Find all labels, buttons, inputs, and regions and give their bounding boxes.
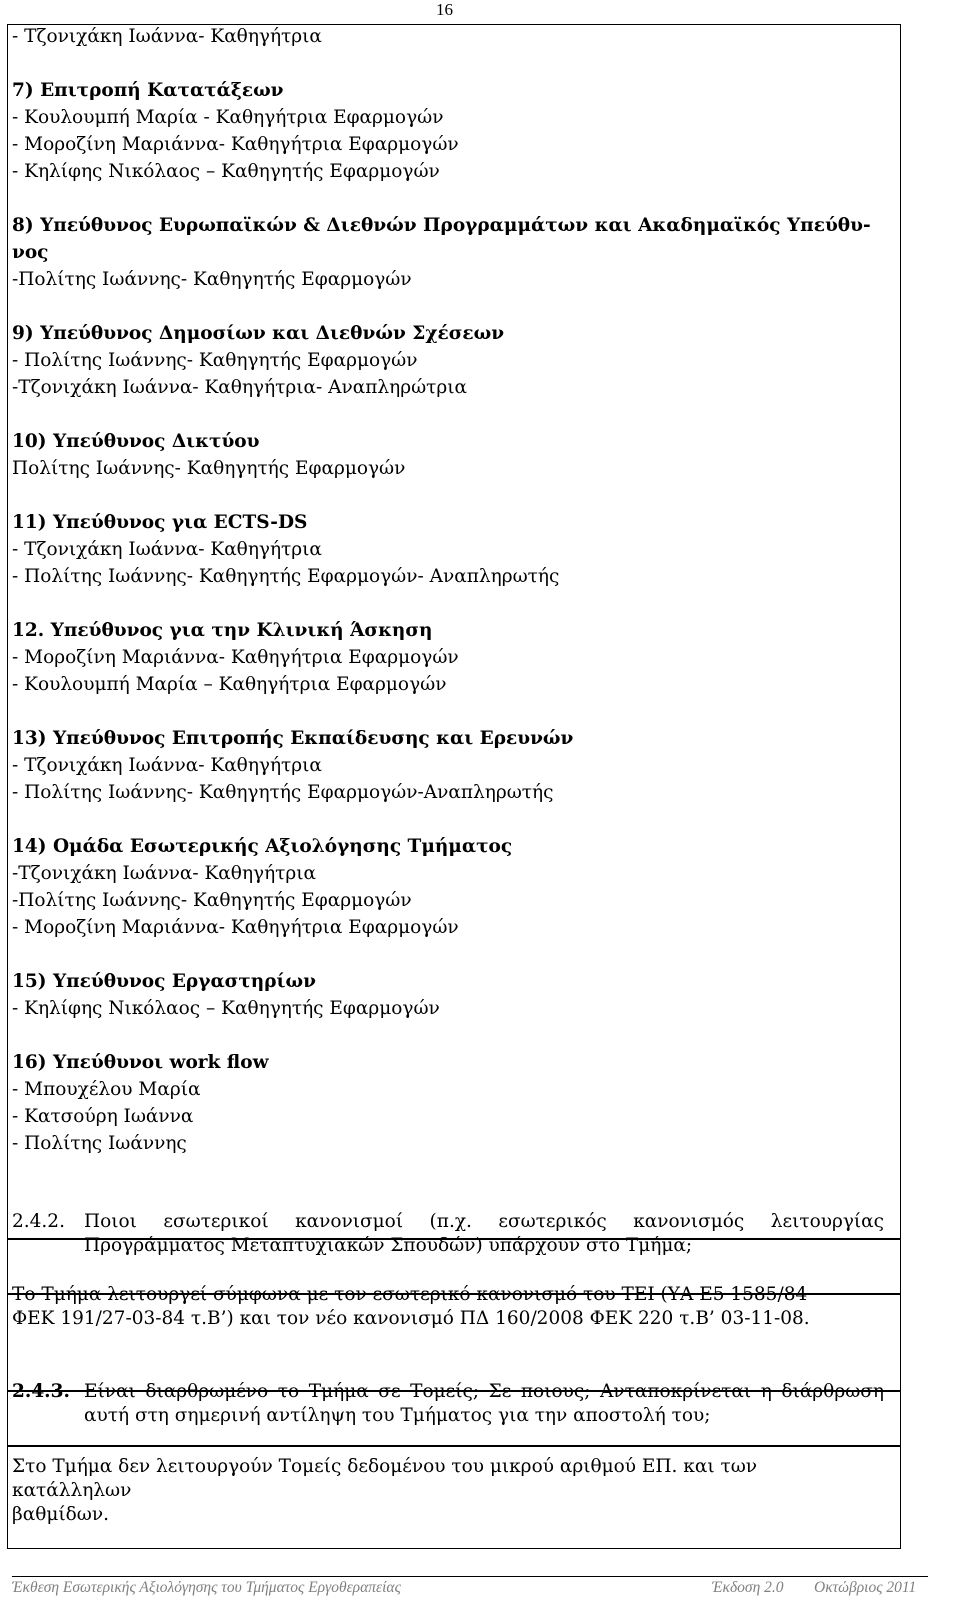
answer-line: βαθμίδων. xyxy=(12,1504,109,1525)
list-line: - Κηλίφης Νικόλαος – Καθηγητής Εφαρμογών xyxy=(12,161,440,182)
footer-edition: Έκδοση 2.0 xyxy=(712,1579,784,1596)
list-line: - Πολίτης Ιωάννης- Καθηγητής Εφαρμογών xyxy=(12,350,418,371)
footer-rule xyxy=(12,1576,928,1577)
list-line: - Πολίτης Ιωάννης- Καθηγητής Εφαρμογών- Αναπληρωτής xyxy=(12,566,560,587)
section-heading: 13) Υπεύθυνος Επιτροπής Εκπαίδευσης και Ερευνών xyxy=(12,728,574,749)
answer-line: Στο Τμήμα δεν λειτουργούν Τομείς δεδομένου του μικρού αριθμού ΕΠ. και των κατάλληλων xyxy=(12,1456,758,1501)
list-line: - Πολίτης Ιωάννης xyxy=(12,1133,187,1154)
question-line: Προγράμματος Μεταπτυχιακών Σπουδών) υπάρχουν στο Τμήμα; xyxy=(84,1235,693,1256)
question-number: 2.4.2. xyxy=(12,1211,65,1232)
list-line: - Τζονιχάκη Ιωάννα- Καθηγήτρια xyxy=(12,26,322,47)
footer-title: Έκθεση Εσωτερικής Αξιολόγησης του Τμήματος Εργοθεραπείας xyxy=(12,1579,401,1596)
section-heading: 10) Υπεύθυνος Δικτύου xyxy=(12,431,260,452)
list-line: -Τζονιχάκη Ιωάννα- Καθηγήτρια- Αναπληρώτρια xyxy=(12,377,468,398)
answer-2-4-3 xyxy=(12,1455,880,1527)
question-line: αυτή στη σημερινή αντίληψη του Τμήματος για την αποστολή του; xyxy=(84,1405,711,1426)
list-line: -Πολίτης Ιωάννης- Καθηγητής Εφαρμογών xyxy=(12,890,412,911)
list-line: -Τζονιχάκη Ιωάννα- Καθηγήτρια xyxy=(12,863,317,884)
list-line: - Τζονιχάκη Ιωάννα- Καθηγήτρια xyxy=(12,755,322,776)
section-heading: 15) Υπεύθυνος Εργαστηρίων xyxy=(12,971,316,992)
list-line: - Μοροζίνη Μαριάννα- Καθηγήτρια Εφαρμογών xyxy=(12,917,459,938)
answer-line: ΦΕΚ 191/27-03-84 τ.Β’) και τον νέο κανονισμό ΠΔ 160/2008 ΦΕΚ 220 τ.Β’ 03-11-08. xyxy=(12,1308,810,1329)
answer-2-4-2 xyxy=(12,1283,880,1331)
section-heading: 16) Υπεύθυνοι work flow xyxy=(12,1052,269,1073)
section-heading-continued: νος xyxy=(12,242,49,263)
list-line: - Τζονιχάκη Ιωάννα- Καθηγήτρια xyxy=(12,539,322,560)
list-line: - Κηλίφης Νικόλαος – Καθηγητής Εφαρμογών xyxy=(12,998,440,1019)
list-line: - Πολίτης Ιωάννης- Καθηγητής Εφαρμογών-Αναπληρωτής xyxy=(12,782,554,803)
list-line: - Μπουχέλου Μαρία xyxy=(12,1079,201,1100)
list-line: - Κουλουμπή Μαρία - Καθηγήτρια Εφαρμογών xyxy=(12,107,444,128)
list-line: - Κουλουμπή Μαρία – Καθηγήτρια Εφαρμογών xyxy=(12,674,447,695)
list-line: Πολίτης Ιωάννης- Καθηγητής Εφαρμογών xyxy=(12,458,406,479)
question-2-4-3 xyxy=(12,1380,884,1428)
section-heading: 7) Επιτροπή Κατατάξεων xyxy=(12,80,284,101)
question-line: Ποιοι εσωτερικοί κανονισμοί (π.χ. εσωτερικός κανονισμός λειτουργίας xyxy=(84,1211,884,1232)
section-heading: 14) Ομάδα Εσωτερικής Αξιολόγησης Τμήματος xyxy=(12,836,513,857)
question-2-4-2 xyxy=(12,1210,884,1258)
section-heading: 11) Υπεύθυνος για ECTS-DS xyxy=(12,512,308,533)
section-heading: 9) Υπεύθυνος Δημοσίων και Διεθνών Σχέσεων xyxy=(12,323,505,344)
list-line: - Μοροζίνη Μαριάννα- Καθηγήτρια Εφαρμογών xyxy=(12,647,459,668)
question-line: Είναι διαρθρωμένο το Τμήμα σε Τομείς; Σε ποιους; Ανταποκρίνεται η διάρθρωση xyxy=(84,1381,884,1402)
question-number: 2.4.3. xyxy=(12,1381,70,1402)
answer-line: Το Τμήμα λειτουργεί σύμφωνα με τον εσωτερικό κανονισμό του ΤΕΙ (ΥΑ Ε5 1585/84 xyxy=(12,1284,808,1305)
page-number: 16 xyxy=(436,0,453,19)
list-line: - Κατσούρη Ιωάννα xyxy=(12,1106,194,1127)
section-heading: 12. Υπεύθυνος για την Κλινική Άσκηση xyxy=(12,620,433,641)
section-heading: 8) Υπεύθυνος Ευρωπαϊκών & Διεθνών Προγραμμάτων και Ακαδημαϊκός Υπεύθυ- xyxy=(12,215,871,236)
list-line: - Μοροζίνη Μαριάννα- Καθηγήτρια Εφαρμογών xyxy=(12,134,459,155)
list-line: -Πολίτης Ιωάννης- Καθηγητής Εφαρμογών xyxy=(12,269,412,290)
footer-date: Οκτώβριος 2011 xyxy=(814,1579,917,1596)
